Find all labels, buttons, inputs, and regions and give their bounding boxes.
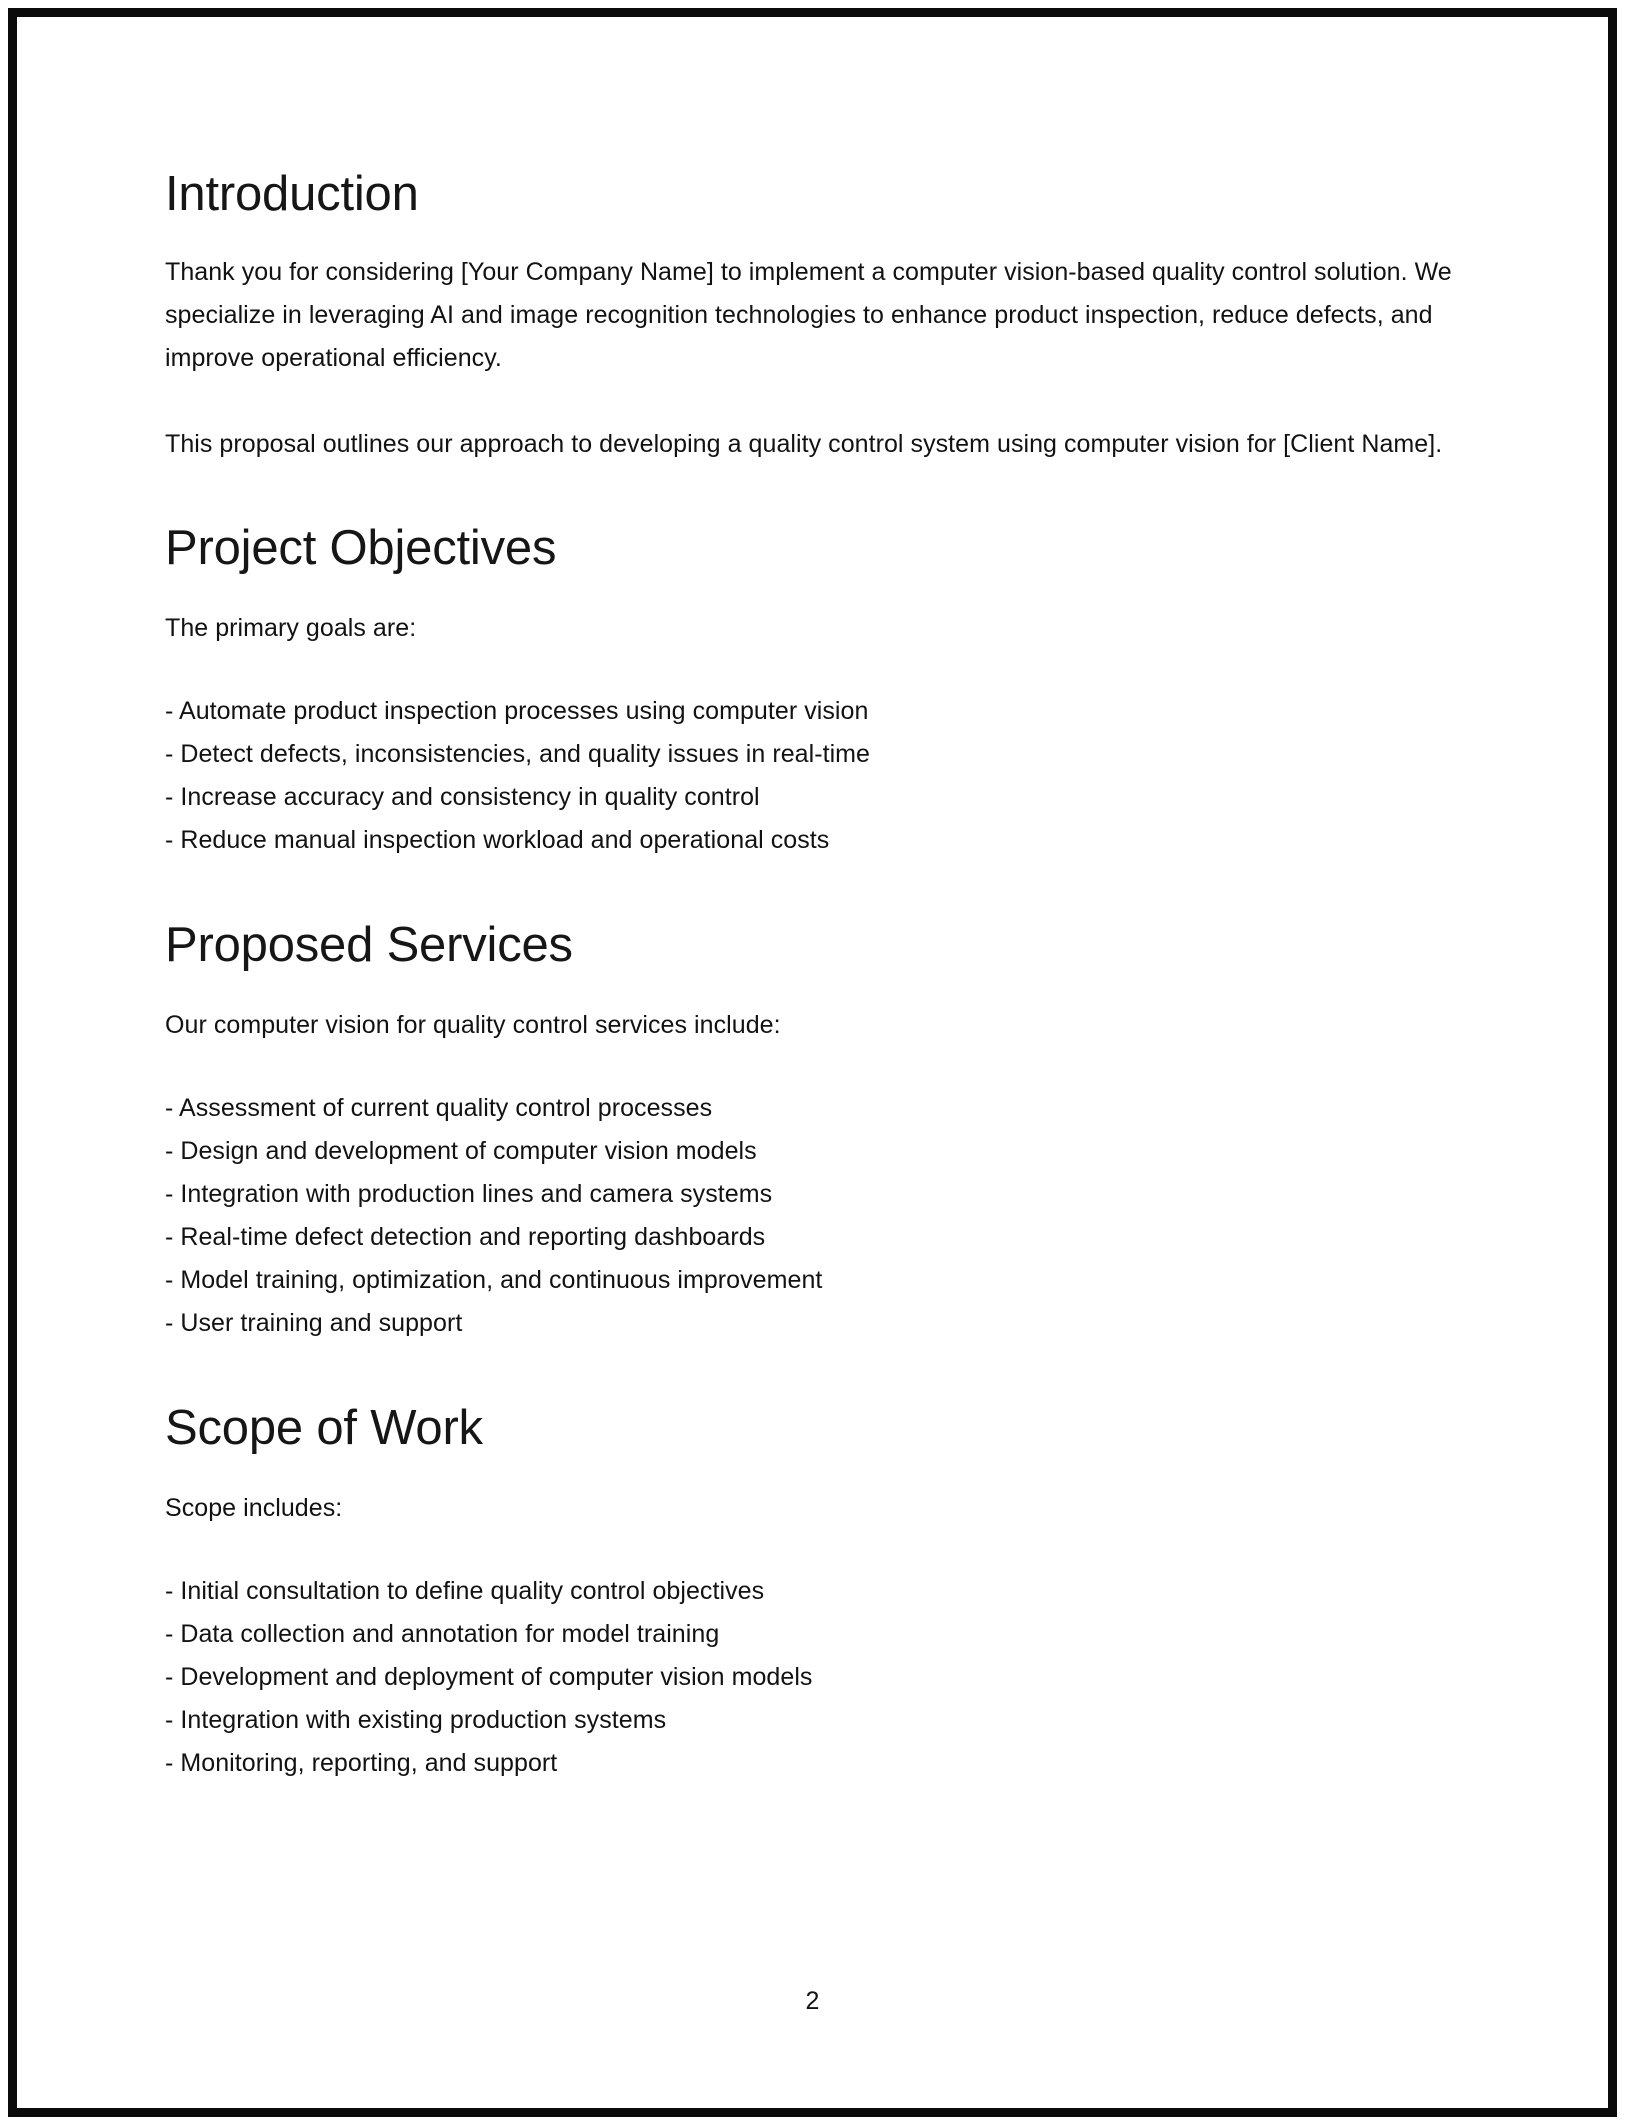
spacer (165, 1345, 1455, 1402)
heading-project-objectives: Project Objectives (165, 520, 557, 575)
heading-scope-of-work: Scope of Work (165, 1400, 483, 1455)
list-item: - User training and support (165, 1308, 463, 1337)
list-item: - Model training, optimization, and continuous improvement (165, 1265, 823, 1294)
spacer (165, 972, 1455, 1004)
list-item: - Assessment of current quality control processes (165, 1093, 713, 1122)
top-margin-spacer (165, 0, 1455, 168)
list-project-objectives (165, 690, 1455, 862)
paragraph-introduction-1: Thank you for considering [Your Company Name] to implement a computer vision-based quality control solution. We specialize in leveraging AI and image recognition technologies to enhance product inspection, reduce defects, and improve operational efficiency. (165, 257, 1452, 372)
spacer (165, 650, 1455, 690)
lead-project-objectives: The primary goals are: (165, 613, 417, 642)
list-item: - Data collection and annotation for model training (165, 1619, 720, 1648)
list-item: - Monitoring, reporting, and support (165, 1748, 558, 1777)
list-item: - Integration with production lines and camera systems (165, 1179, 773, 1208)
list-item: - Reduce manual inspection workload and operational costs (165, 825, 830, 854)
heading-proposed-services: Proposed Services (165, 917, 573, 972)
paragraph-introduction-2: This proposal outlines our approach to developing a quality control system using computer vision for [Client Name]. (165, 429, 1443, 458)
lead-scope-of-work: Scope includes: (165, 1493, 343, 1522)
lead-proposed-services: Our computer vision for quality control services include: (165, 1010, 781, 1039)
page-number: 2 (805, 1987, 820, 2015)
list-item: - Real-time defect detection and reporting dashboards (165, 1222, 766, 1251)
list-item: - Initial consultation to define quality control objectives (165, 1576, 765, 1605)
list-item: - Design and development of computer vision models (165, 1136, 757, 1165)
spacer (165, 575, 1455, 607)
heading-introduction: Introduction (165, 167, 419, 221)
list-item: - Detect defects, inconsistencies, and quality issues in real-time (165, 739, 871, 768)
spacer (165, 221, 1455, 251)
spacer (165, 380, 1455, 423)
document-content (165, 0, 1455, 1785)
list-item: - Automate product inspection processes using computer vision (165, 696, 869, 725)
spacer (165, 1530, 1455, 1570)
list-item: - Increase accuracy and consistency in quality control (165, 782, 760, 811)
list-scope-of-work (165, 1570, 1455, 1785)
list-item: - Development and deployment of computer vision models (165, 1662, 813, 1691)
list-proposed-services (165, 1087, 1455, 1345)
spacer (165, 862, 1455, 919)
spacer (165, 1047, 1455, 1087)
spacer (165, 466, 1455, 522)
list-item: - Integration with existing production systems (165, 1705, 667, 1734)
spacer (165, 1455, 1455, 1487)
